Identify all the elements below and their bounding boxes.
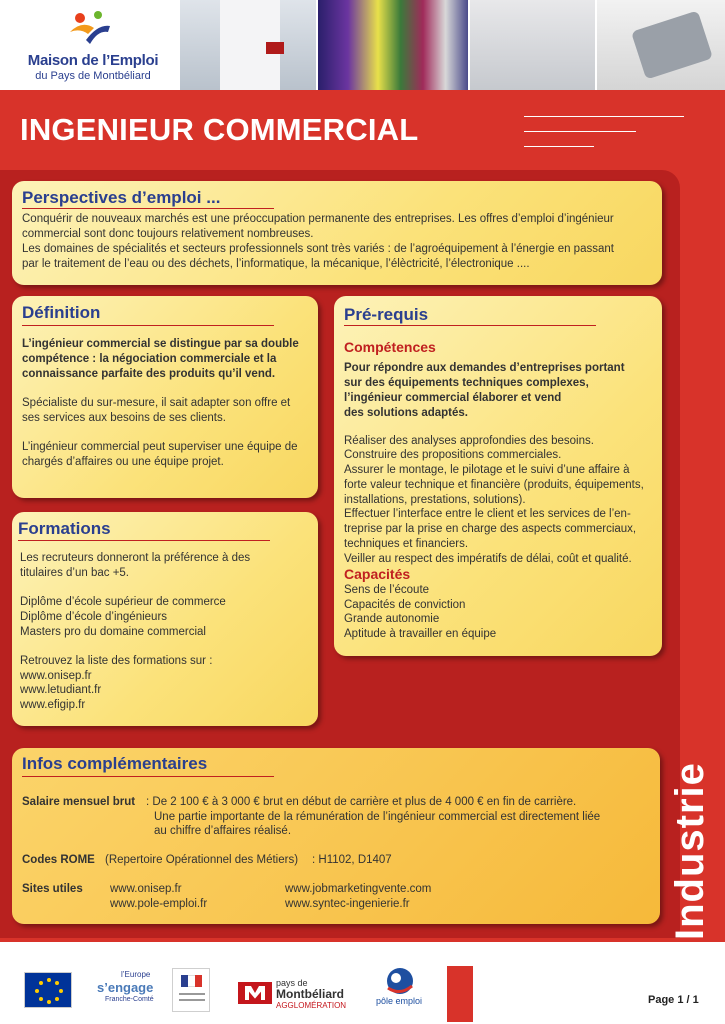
capacite-2: Capacités de conviction [344, 599, 466, 611]
sites-label: Sites utiles [22, 883, 83, 895]
infos-title-rule [22, 776, 274, 777]
prerequis-line-8: techniques et financiers. [344, 538, 469, 550]
perspectives-line-4: par le traitement de l’eau ou des déchets, l’informatique, la mécanique, l’élèctricité, l’électronique .... [22, 258, 530, 270]
formations-para1-2: titulaires d’un bac +5. [20, 567, 129, 579]
photo-business-card [266, 42, 284, 54]
site-jobmarketingvente[interactable]: www.jobmarketingvente.com [285, 883, 432, 895]
photo-binders [318, 0, 468, 90]
salaire-line-1: : De 2 100 € à 3 000 € brut en début de carrière et plus de 4 000 € en fin de carrière. [146, 796, 577, 808]
perspectives-box [12, 181, 662, 285]
definition-bold-1: L’ingénieur commercial se distingue par sa double [22, 338, 299, 350]
infos-box [12, 748, 660, 924]
definition-box [12, 296, 318, 498]
capacites-title: Capacités [344, 566, 411, 582]
definition-para2-2: ses services aux besoins de ses clients. [22, 412, 226, 424]
pdm-line-2: Montbéliard [276, 987, 344, 1001]
photo-calculator [597, 0, 725, 90]
eu-flag-icon [24, 972, 72, 1008]
formations-box [12, 512, 318, 726]
capacite-1: Sens de l’écoute [344, 584, 430, 596]
prerequis-bold-2: sur des équipements techniques complexes, [344, 377, 589, 389]
europe-logo-mid: s’engage [97, 980, 154, 995]
formations-diploma-3: Masters pro du domaine commercial [20, 626, 206, 638]
salaire-line-2: Une partie importante de la rémunération de l’ingénieur commercial est directement liée [154, 811, 601, 823]
logo-title: Maison de l’Emploi [27, 52, 159, 69]
title-deco-line-3 [524, 146, 594, 147]
prerequis-line-5: installations, prestations, solutions). [344, 494, 526, 506]
montbeliard-logo-text [276, 978, 346, 1011]
definition-bold-3: connaissance parfaite des produits qu’il vend. [22, 368, 276, 380]
pdm-line-3: AGGLOMÉRATION [276, 1001, 347, 1010]
capacite-4: Aptitude à travailler en équipe [344, 628, 497, 640]
codes-label: Codes ROME [22, 854, 95, 866]
prerequis-line-1: Réaliser des analyses approfondies des besoins. [344, 435, 594, 447]
republique-francaise-logo [172, 968, 210, 1012]
formations-intro: Retrouvez la liste des formations sur : [20, 655, 213, 667]
prerequis-bold-4: des solutions adaptés. [344, 407, 468, 419]
europe-logo-top: l’Europe [121, 970, 151, 979]
formations-diploma-1: Diplôme d’école supérieur de commerce [20, 596, 226, 608]
perspectives-title: Perspectives d’emploi ... [22, 188, 221, 207]
site-onisep[interactable]: www.onisep.fr [110, 883, 182, 895]
pole-emploi-logo [378, 966, 422, 1006]
maison-emploi-logo[interactable] [18, 10, 168, 82]
montbeliard-m-logo-icon [238, 982, 272, 1004]
europe-logo-bottom: Franche-Comté [105, 996, 154, 1003]
salaire-line-3: au chiffre d’affaires réalisé. [154, 825, 292, 837]
formations-title: Formations [18, 519, 111, 538]
formations-title-rule [18, 540, 270, 541]
prerequis-title-rule [344, 325, 596, 326]
capacite-3: Grande autonomie [344, 613, 440, 625]
codes-detail: (Repertoire Opérationnel des Métiers) [105, 854, 299, 866]
formations-link-efigip[interactable]: www.efigip.fr [20, 699, 86, 711]
formations-link-onisep[interactable]: www.onisep.fr [20, 670, 92, 682]
prerequis-line-6: Effectuer l’interface entre le client et les services de l’en- [344, 508, 631, 520]
prerequis-bold-3: l’ingénieur commercial élaborer et vend [344, 392, 562, 404]
definition-para2-1: Spécialiste du sur-mesure, il sait adapter son offre et [22, 397, 291, 409]
sector-label: Industrie [668, 762, 712, 940]
title-deco-line-1 [524, 116, 684, 117]
photo-businessman-card [180, 0, 316, 90]
prerequis-title: Pré-requis [344, 305, 429, 324]
formations-link-letudiant[interactable]: www.letudiant.fr [20, 684, 102, 696]
prerequis-bold-1: Pour répondre aux demandes d’entreprises portant [344, 362, 625, 374]
definition-bold-2: compétence : la négociation commerciale et la [22, 353, 277, 365]
pdm-line-1: pays de [276, 978, 308, 988]
definition-para3-2: chargés d’affaires ou une équipe projet. [22, 456, 224, 468]
perspectives-line-2: commercial sont donc toujours relativement nombreuses. [22, 228, 314, 240]
cite-metiers-logo [447, 966, 473, 1022]
page-number: Page 1 / 1 [648, 994, 699, 1006]
codes-value: : H1102, D1407 [312, 854, 392, 866]
prerequis-line-4: forte valeur technique et financière (produits, équipements, [344, 479, 644, 491]
infos-title: Infos complémentaires [22, 754, 208, 773]
salaire-label: Salaire mensuel brut [22, 796, 136, 808]
definition-title-rule [22, 325, 274, 326]
prerequis-box [334, 296, 662, 656]
prerequis-line-9: Veiller au respect des impératifs de délai, coût et qualité. [344, 553, 632, 565]
prerequis-line-2: Construire des propositions commerciales. [344, 449, 562, 461]
title-deco-line-2 [524, 131, 636, 132]
definition-para3-1: L’ingénieur commercial peut superviser une équipe de [22, 441, 298, 453]
definition-title: Définition [22, 303, 101, 322]
prerequis-line-7: treprise par la prise en charge des aspects commerciaux, [344, 523, 637, 535]
perspectives-line-1: Conquérir de nouveaux marchés est une préoccupation permanente des entreprises. Les offres d’emploi d’ingénieur [22, 213, 614, 225]
perspectives-title-rule [22, 208, 274, 209]
pole-emploi-icon [378, 966, 422, 996]
pole-emploi-label: pôle emploi [376, 996, 423, 1006]
page-header [0, 0, 725, 90]
page-title: INGENIEUR COMMERCIAL [20, 112, 419, 147]
site-syntec[interactable]: www.syntec-ingenierie.fr [285, 898, 410, 910]
competences-title: Compétences [344, 339, 436, 355]
page-footer [0, 942, 725, 1024]
formations-diploma-2: Diplôme d’école d’ingénieurs [20, 611, 168, 623]
formations-para1-1: Les recruteurs donneront la préférence à des [20, 552, 251, 564]
photo-man-phone [470, 0, 595, 90]
people-logo-icon [68, 10, 112, 48]
calculator-icon [631, 10, 713, 79]
logo-subtitle: du Pays de Montbéliard [35, 70, 151, 82]
perspectives-line-3: Les domaines de spécialités et secteurs professionnels sont très variés : de l’agroéquipement à l’énergie en passant [22, 243, 614, 255]
site-pole-emploi[interactable]: www.pole-emploi.fr [110, 898, 208, 910]
europe-sengage-logo [95, 968, 155, 1006]
prerequis-line-3: Assurer le montage, le pilotage et le suivi d’une affaire à [344, 464, 630, 476]
